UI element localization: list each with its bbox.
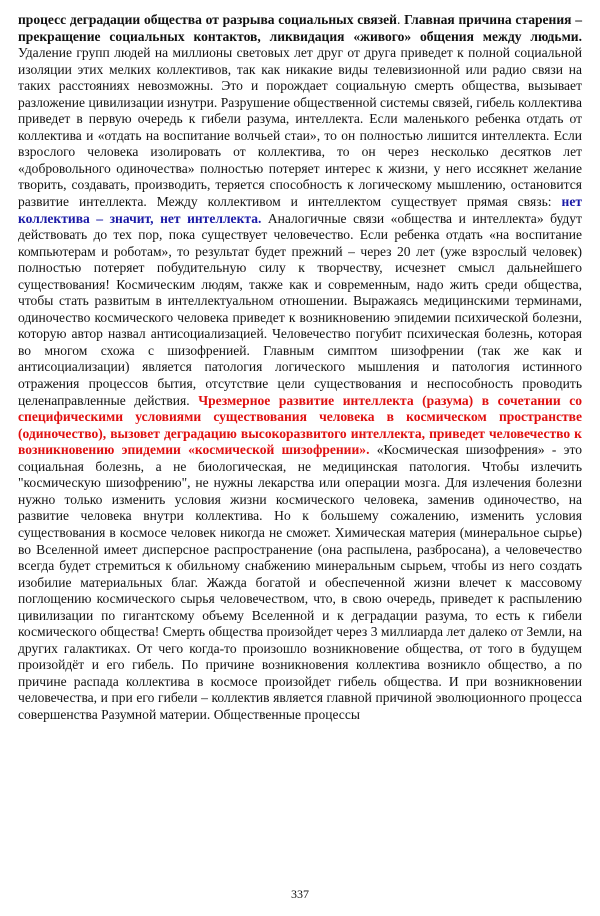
page-number: 337 — [291, 887, 309, 901]
text-run: . — [396, 12, 405, 27]
blue-emphasis-collective-intellect: нет коллектива – значит, нет интеллекта. — [18, 194, 582, 226]
bold-phrase-aging-cause: Главная причина старения – прекращение социальных контактов, ликвидация «живого» общения между людьми. — [18, 12, 582, 44]
text-run: «Космическая шизофрения» - это социальная болезнь, а не биологическая, не медицинская патология. Чтобы излечить "космическую шизофрению", не нужны лекарства или операции мозга. Для излечения болезни нужно только изменить условия жизни космического человека, заменив одиночество, на развитие человека внутри коллектива. Но к большему сожалению, изменить условия существования в космосе человек никогда не сможет. Химическая материя (минеральное сырье) во Вселенной имеет дисперсное распространение (она распылена, разбросана), а человечество всегда будет стремиться к обильному снабжению минеральным сырьем, чтобы из него создать изобилие материальных благ. Жажда богатой и обеспеченной жизни влечет к массовому поглощению космического сырья человечеством, что, в свою очередь, приведет к распылению цивилизации по гигантскому объему Вселенной и к деградации разума, то есть к гибели космического общества! Смерть общества произойдет через 3 миллиарда лет далеко от Земли, на других галактиках. От чего когда-то произошло возникновение общества, от того в будущем произойдёт и его гибель. По причине возникновения коллектива возникло общество, а по причине распада коллектива в космосе произойдет гибель общества. И при возникновении человечества, и при его гибели – коллектив является главной причиной эволюционного процесса совершенства Разумной материи. Общественные процессы — [18, 442, 583, 722]
red-emphasis-cosmic-schizophrenia: Чрезмерное развитие интеллекта (разума) в сочетании со специфическими условиями существования человека в космическом пространстве (одиночество), вызовет деградацию высокоразвитого интеллекта, приведет человечество к возникновению эпидемии «космической шизофрении». — [18, 392, 582, 458]
text-run: Удаление групп людей на миллионы световых лет друг от друга приведет к полной социальной изоляции этих мелких коллективов, так как никакие виды телевизионной или радио связи на таких расстояниях невозможны. Это и порождает социальную смерть общества, вызывает разложение цивилизации изнутри. Разрушение общественной системы связей, гибель коллектива приведет в первую очередь к гибели разума, интеллекта. Если маленького ребенка отдать от коллектива и «отдать на воспитание волчьей стаи», то он полностью лишится интеллекта. Если взрослого человека изолировать от коллектива, то он через несколько десятков лет «добровольного одиночества» полностью потеряет интерес к жизни, у него иссякнет желание творить, создавать, производить, теряется способность к логическому мышлению, остановится развитие интеллекта. Между коллективом и интеллектом существует прямая связь: — [18, 45, 582, 210]
bold-phrase-degradation: процесс деградации общества от разрыва социальных связей — [18, 12, 397, 27]
text-run: Аналогичные связи «общества и интеллекта» будут действовать до тех пор, пока существует человечество. Если ребенка отдать «на воспитание компьютерам и роботам», то результат будет прежний – через 20 лет (уже взрослый человек) полностью потеряет побудительную силу к творчеству, исчезнет смысл дальнейшего существования! Космическим людям, также как и современным, надо жить среди общества, чтобы стать развитым в интеллектуальном отношении. Выражаясь медицинскими терминами, одиночество космического человека приведет к возникновению эпидемии психической болезни, которую автор назвал антисоциализацией. Человечество погубит психическая болезнь, которая во многом схожа с шизофренией. Главным симптом шизофрении (так же как и антисоциализации) является патология логического мышления и патология истинного отражения процессов бытия, отсутствие цели существования и неспособность проводить целенаправленные действия. — [18, 210, 582, 408]
main-paragraph — [18, 12, 582, 724]
page-body — [18, 12, 582, 724]
